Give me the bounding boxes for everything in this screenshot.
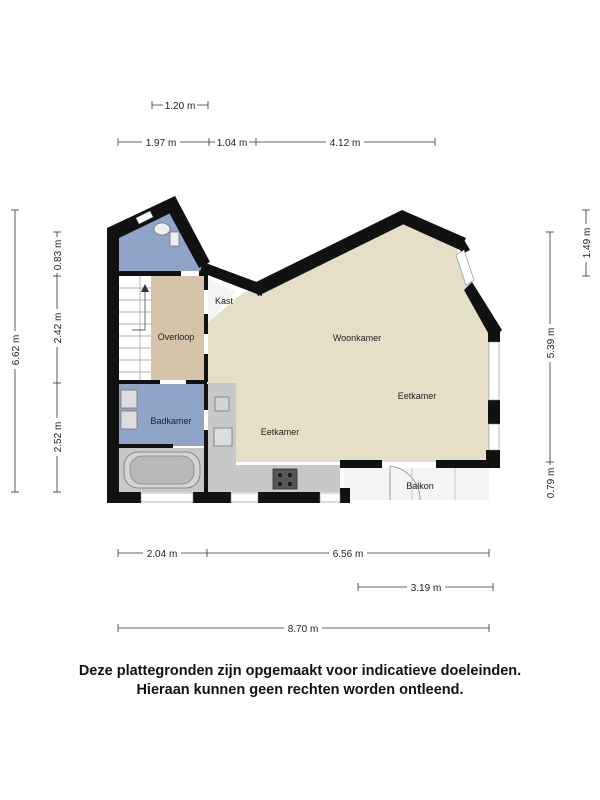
label-eetkamer-right: Eetkamer [397,391,437,401]
dim-top-2a: 1.97 m [145,138,177,149]
sink [121,390,137,408]
dim-top-2c: 4.12 m [329,138,361,149]
toilet [154,223,170,235]
label-eetkamer-left: Eetkamer [260,427,300,437]
label-balkon: Balkon [406,481,434,491]
disclaimer-line-1: Deze plattegronden zijn opgemaakt voor indicatieve doeleinden. [78,663,522,679]
dim-bottom-3: 8.70 m [287,624,319,635]
kitchen-appliance [215,397,229,411]
landing-floor [151,276,206,381]
dim-left-a: 0.83 m [53,239,64,271]
dim-bottom-1b: 6.56 m [332,549,364,560]
kitchen-sink [214,428,232,446]
label-overloop: Overloop [157,332,195,342]
stove [273,469,297,489]
dim-top-1: 1.20 m [164,101,196,112]
dim-left-b: 2.42 m [53,312,64,344]
dim-right-c: 0.79 m [546,467,557,499]
disclaimer [0,662,600,700]
disclaimer-line-2: Hieraan kunnen geen rechten worden ontleend. [136,682,464,698]
label-woonkamer: Woonkamer [332,333,382,343]
dim-right-a: 1.49 m [582,227,593,259]
dim-bottom-1a: 2.04 m [146,549,178,560]
dim-left-c: 2.52 m [53,421,64,453]
dim-bottom-2: 3.19 m [410,583,442,594]
dim-top-2b: 1.04 m [216,138,248,149]
dim-left-total: 6.62 m [11,334,22,366]
label-badkamer: Badkamer [150,416,192,426]
dim-right-b: 5.39 m [546,327,557,359]
label-kast: Kast [214,296,234,306]
